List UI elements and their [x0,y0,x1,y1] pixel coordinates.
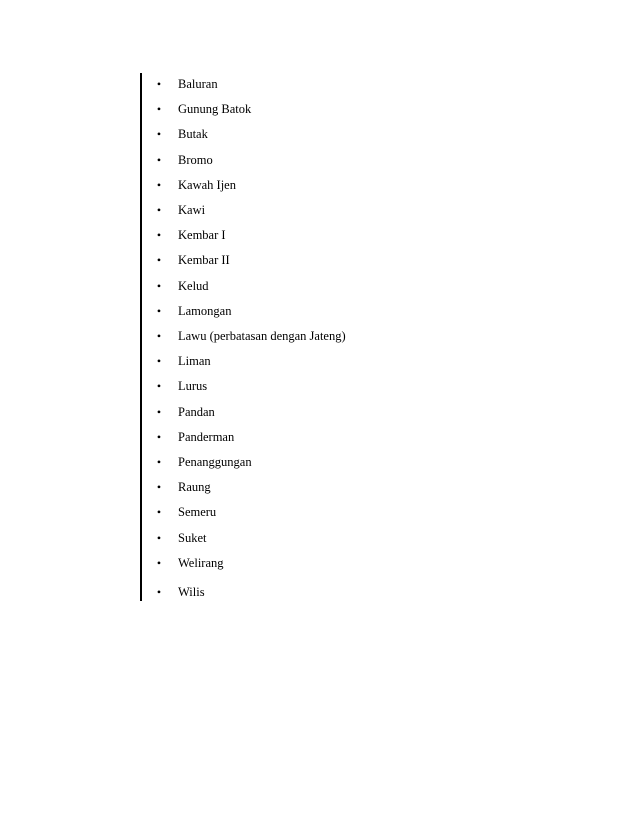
bullet-icon: • [156,480,162,495]
bullet-icon: • [156,278,162,293]
bullet-icon: • [156,455,162,469]
list-item-label: Penanggungan [178,455,252,469]
list-item-label: Pandan [178,404,215,419]
list-item-label: Panderman [178,429,235,444]
list-item-label: Butak [178,127,208,142]
list-item-label: Gunung Batok [178,102,252,117]
bullet-icon: • [156,404,162,419]
bullet-icon: • [156,102,162,117]
left-margin-rule [140,73,142,601]
bullet-icon: • [156,555,162,570]
list-item-label: Kembar II [178,253,230,268]
bullet-icon: • [156,177,162,192]
list-item-label: Suket [178,530,207,545]
bullet-icon: • [156,77,162,91]
bullet-icon: • [156,585,162,599]
bullet-icon: • [156,303,162,318]
bullet-icon: • [156,152,162,167]
bullet-icon: • [156,530,162,545]
bullet-icon: • [156,505,162,520]
list-item-label: Bromo [178,152,213,167]
list-item-label: Kawah Ijen [178,177,236,192]
bullet-icon: • [156,379,162,394]
bullet-icon: • [156,354,162,369]
list-item-label: Raung [178,480,211,495]
list-item-label: Lawu (perbatasan dengan Jateng) [178,329,346,343]
list-item-label: Kembar I [178,228,226,243]
bullet-icon: • [156,203,162,217]
list-item-label: Welirang [178,555,224,570]
list-item-label: Liman [178,354,211,369]
list-item-label: Kawi [178,203,206,217]
bullet-icon: • [156,253,162,268]
list-item-label: Kelud [178,278,209,293]
list-item-label: Baluran [178,77,218,91]
list-item-label: Lamongan [178,303,232,318]
bullet-icon: • [156,127,162,142]
bullet-icon: • [156,429,162,444]
bullet-icon: • [156,228,162,243]
bullet-icon: • [156,329,162,343]
list-item-label: Semeru [178,505,217,520]
list-item-label: Wilis [178,585,205,599]
list-item-label: Lurus [178,379,208,394]
